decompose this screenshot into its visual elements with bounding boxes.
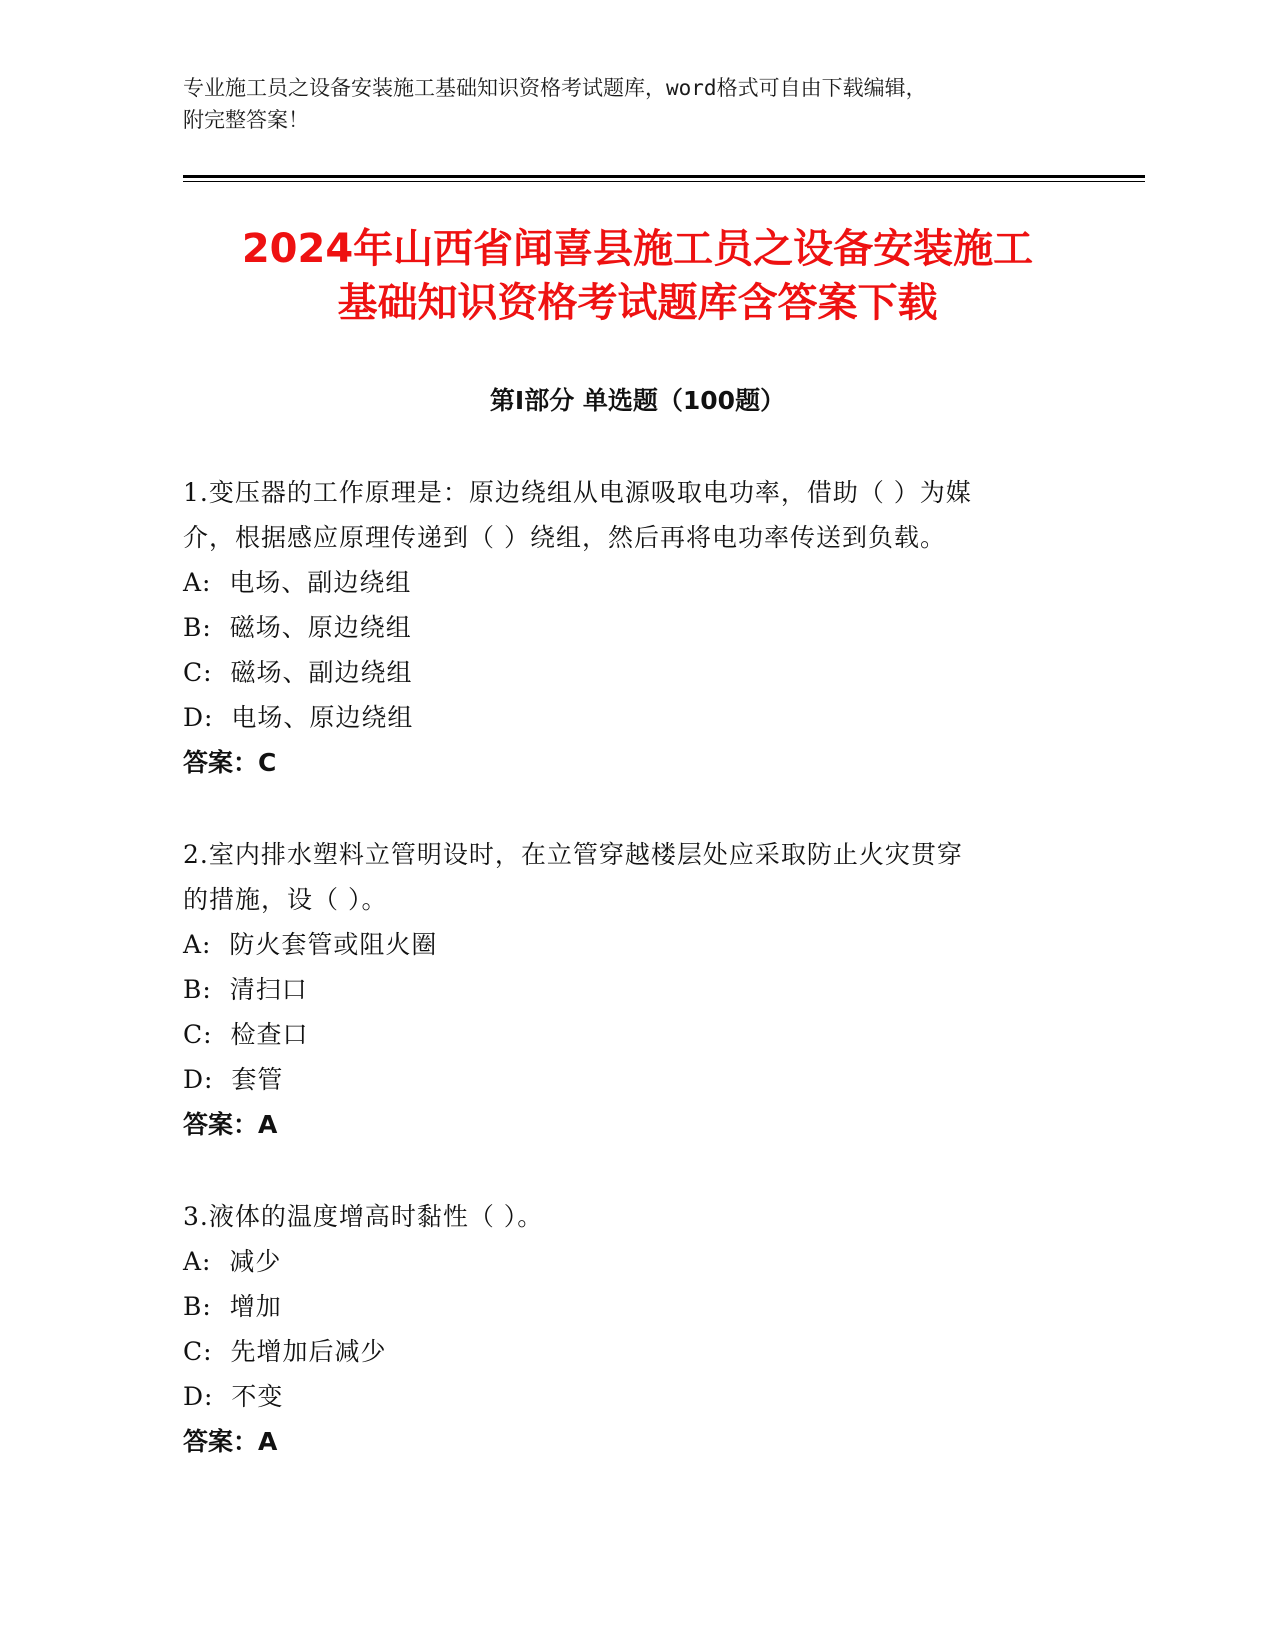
document-title [150,222,1125,330]
question-item [183,470,1083,785]
question-item [183,1194,1083,1464]
option-b: B: 增加 [183,1292,282,1321]
header-note-line: 附完整答案！ [183,108,309,132]
document-title-line: 2024年山西省闻喜县施工员之设备安装施工 [241,226,1034,272]
header-note [183,72,1083,136]
header-note-line: 专业施工员之设备安装施工基础知识资格考试题库，word格式可自由下载编辑， [183,76,927,100]
option-b: B: 清扫口 [183,975,308,1004]
option-c: C: 磁场、副边绕组 [183,658,413,687]
answer-line: 答案：A [183,1427,278,1456]
header-divider-thin [183,181,1145,182]
section-heading: 第Ⅰ部分 单选题（100题） [489,386,786,415]
option-a: A: 防火套管或阻火圈 [183,930,438,959]
option-c: C: 检查口 [183,1020,309,1049]
question-stem: 介，根据感应原理传递到（ ）绕组，然后再将电功率传送到负载。 [183,523,946,552]
question-item [183,832,1083,1147]
option-c: C: 先增加后减少 [183,1337,387,1366]
document-title-line: 基础知识资格考试题库含答案下载 [337,280,938,326]
option-b: B: 磁场、原边绕组 [183,613,412,642]
question-stem: 2.室内排水塑料立管明设时，在立管穿越楼层处应采取防止火灾贯穿 [183,840,963,869]
question-stem: 的措施，设（ ）。 [183,885,388,914]
option-d: D: 电场、原边绕组 [183,703,414,732]
answer-line: 答案：C [183,748,277,777]
option-a: A: 减少 [183,1247,282,1276]
question-stem: 3.液体的温度增高时黏性（ ）。 [183,1202,544,1231]
answer-line: 答案：A [183,1110,278,1139]
option-a: A: 电场、副边绕组 [183,568,412,597]
option-d: D: 不变 [183,1382,284,1411]
question-stem: 1.变压器的工作原理是：原边绕组从电源吸取电功率，借助（ ）为媒 [183,478,972,507]
header-divider-thick [183,175,1145,178]
option-d: D: 套管 [183,1065,284,1094]
